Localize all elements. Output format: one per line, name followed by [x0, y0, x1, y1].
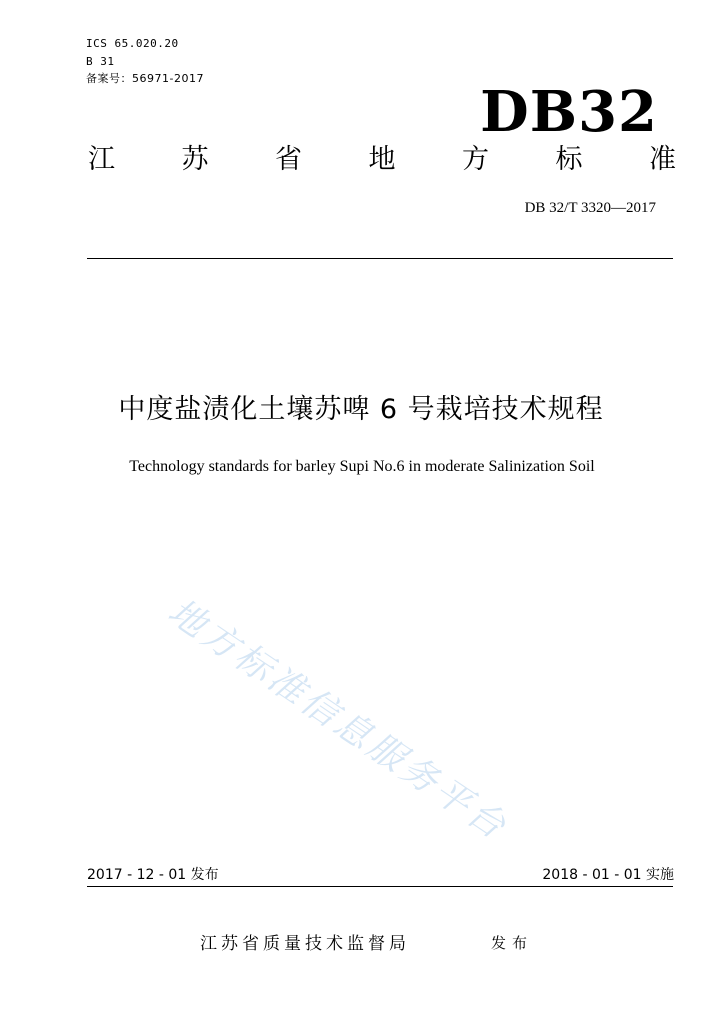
standard-type-char: 省 — [275, 144, 302, 175]
header-divider — [87, 258, 673, 259]
document-title-chinese: 中度盐渍化土壤苏啤 6 号栽培技术规程 — [118, 394, 604, 425]
document-title-english: Technology standards for barley Supi No.6 in moderate Salinization Soil — [129, 458, 595, 475]
implementation-date: 2018 - 01 - 01 实施 — [542, 867, 674, 883]
standard-type-char: 标 — [555, 144, 583, 175]
standard-type-char: 地 — [368, 144, 396, 175]
standard-type-char: 苏 — [181, 144, 209, 175]
standard-type-char: 方 — [462, 144, 489, 175]
watermark-text: 地方标准信息服务平台 — [160, 591, 516, 849]
filing-number: 备案号：56971-2017 — [86, 72, 204, 85]
classification-code: B 31 — [86, 55, 115, 68]
publish-label: 发布 — [491, 934, 534, 952]
standard-type-char: 江 — [88, 144, 115, 175]
ics-code: ICS 65.020.20 — [86, 37, 179, 50]
standard-number: DB 32/T 3320—2017 — [524, 200, 656, 216]
footer-divider — [87, 886, 673, 887]
issue-date: 2017 - 12 - 01 发布 — [87, 867, 219, 883]
standard-logo: DB32 — [480, 79, 658, 145]
standard-type-heading — [88, 143, 676, 177]
publisher-name: 江苏省质量技术监督局 — [200, 934, 410, 954]
standard-type-char: 准 — [649, 144, 676, 175]
